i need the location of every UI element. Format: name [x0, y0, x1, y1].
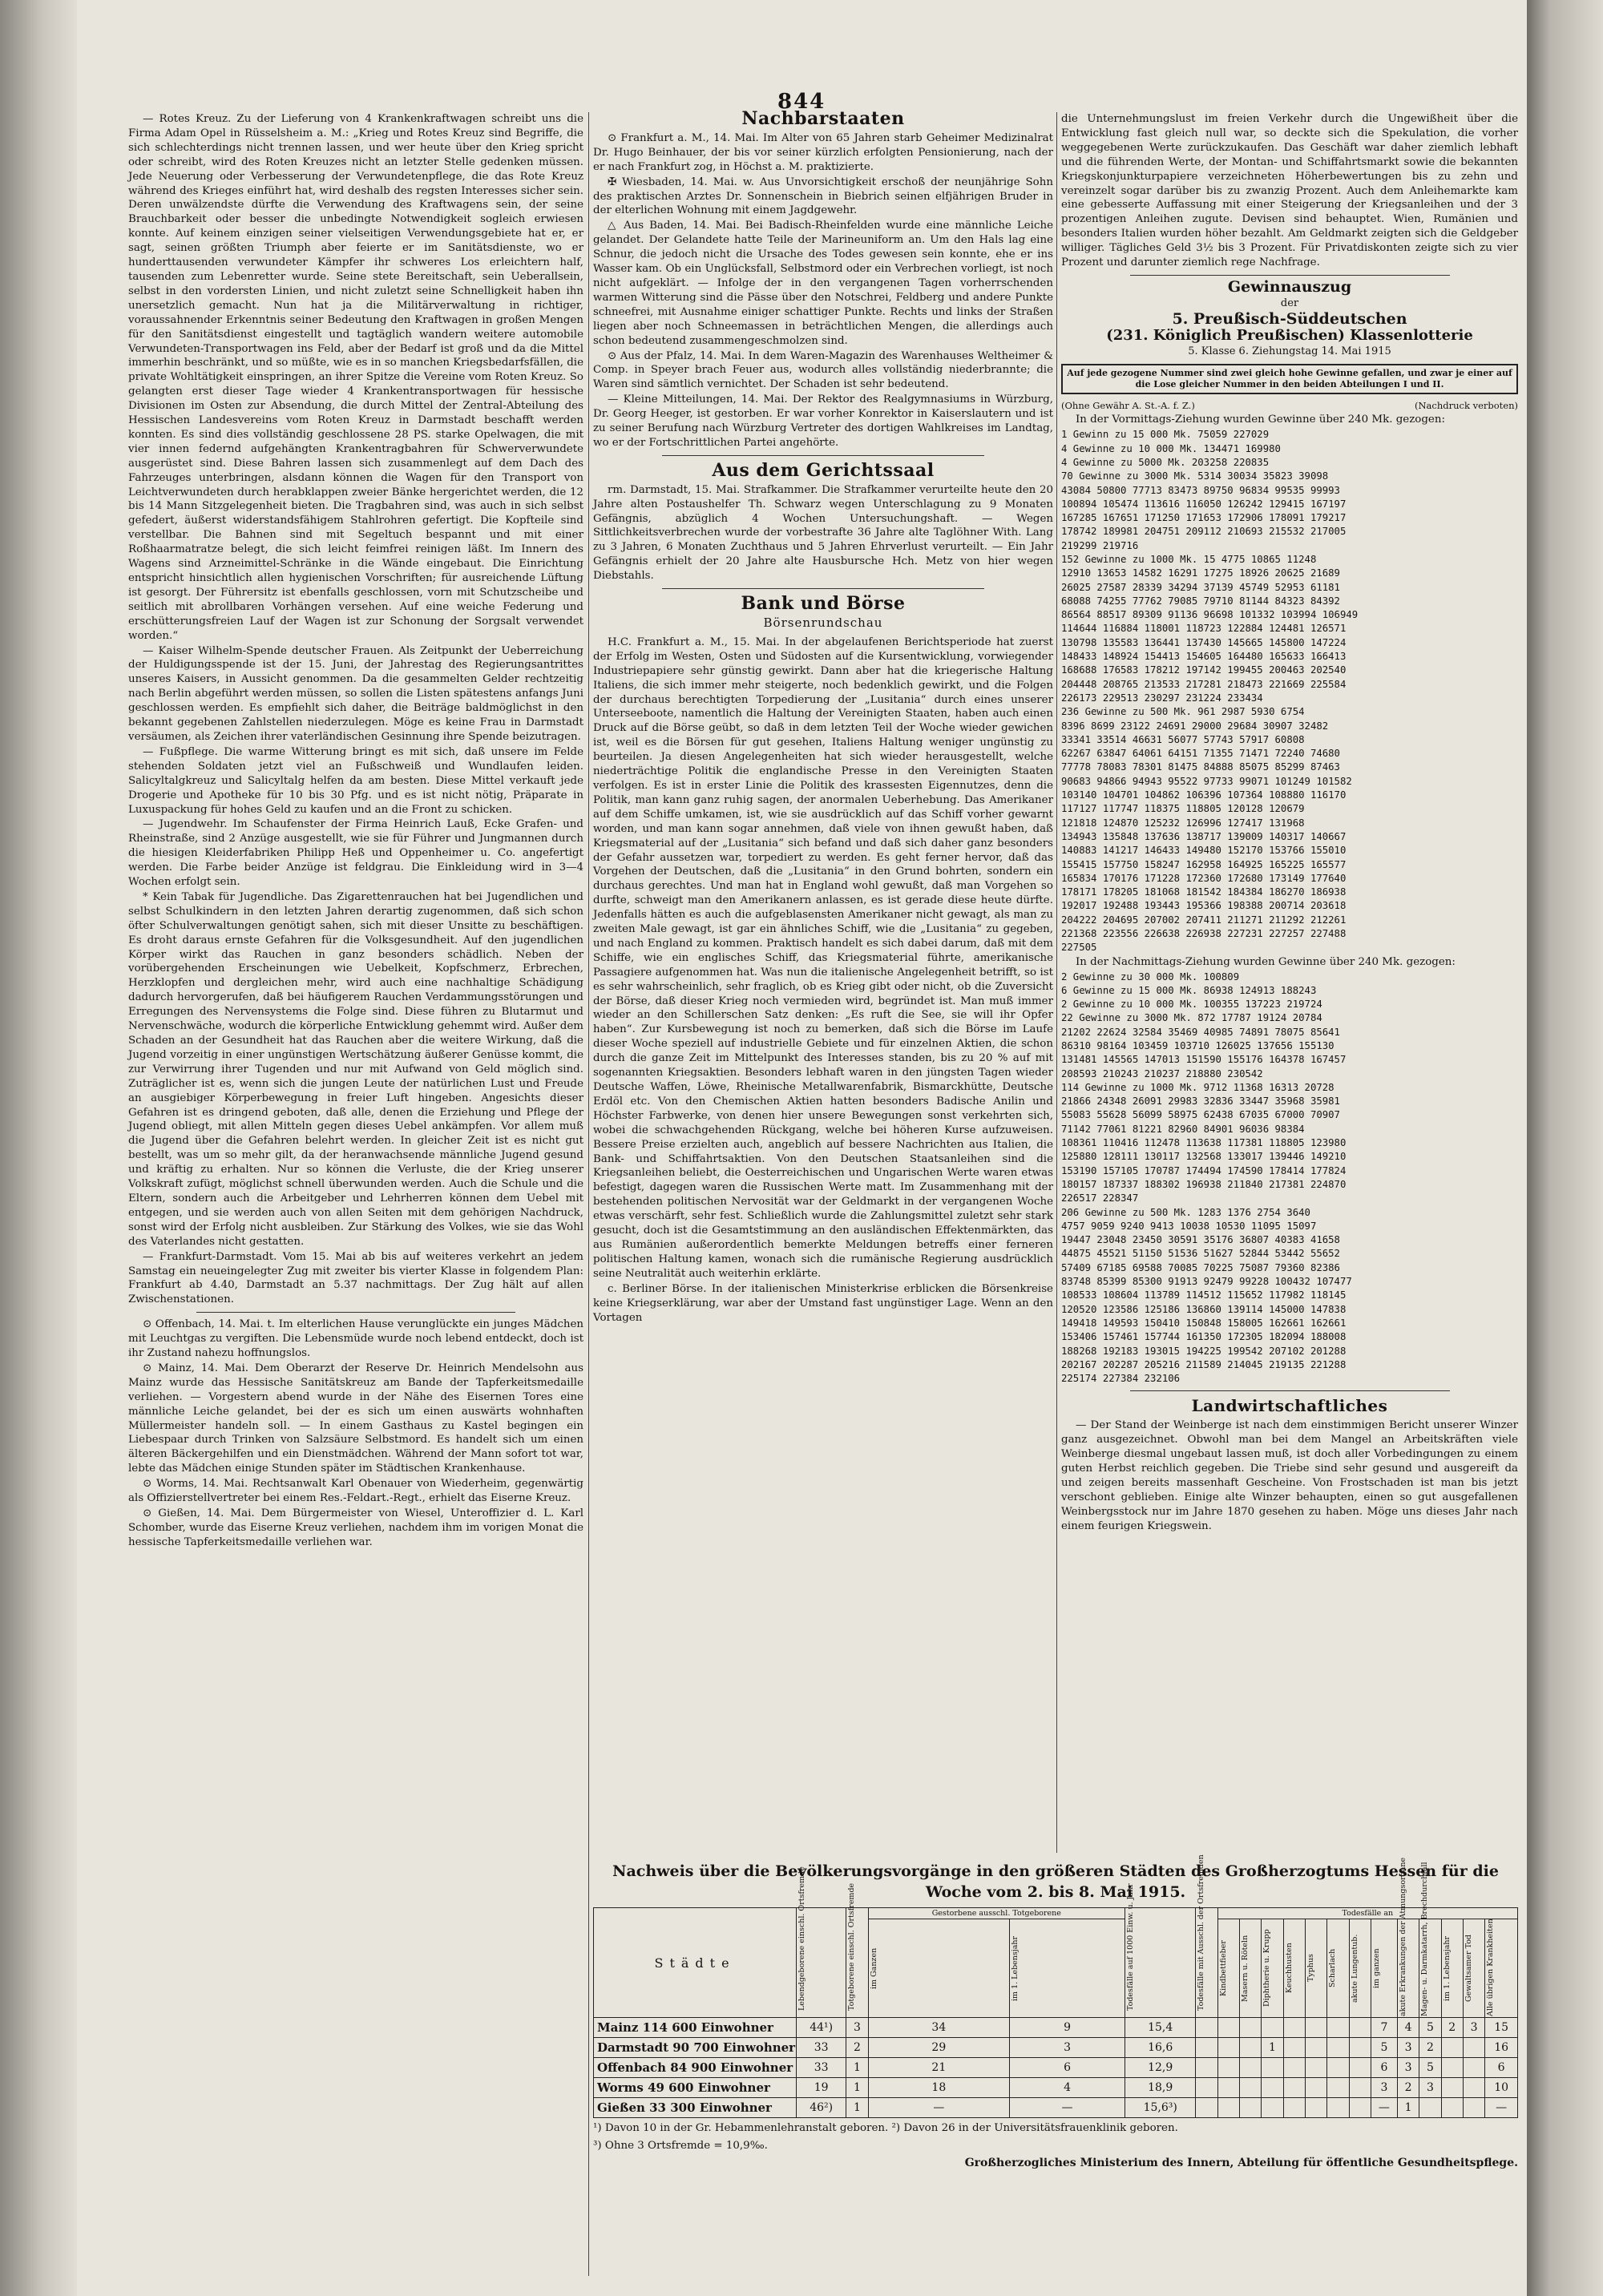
table-cell: 1	[1397, 2098, 1419, 2118]
table-cell: 6	[1371, 2058, 1397, 2078]
lottery-line: 8396 8699 23122 24691 29000 29684 30907 32482	[1061, 720, 1329, 732]
table-cell: 4	[1397, 2018, 1419, 2038]
lottery-line: 2 Gewinne zu 30 000 Mk. 100809	[1061, 970, 1240, 983]
column-rule-2	[1056, 112, 1057, 1853]
lottery-line: 100894 105474 113616 116050 126242 129415 167197	[1061, 498, 1347, 510]
article-worms: ⊙ Worms, 14. Mai. Rechtsanwalt Karl Obenauer von Wiederheim, gegenwärtig als Offizierstellvertreter bei einem Res.-Feldart.-Regt., erhielt das Eiserne Kreuz.	[128, 1478, 583, 1505]
article-baden: △ Aus Baden, 14. Mai. Bei Badisch-Rheinfelden wurde eine männliche Leiche gelandet. Der Gelandete hatte Teile der Marineuniform an. Um den Hals lag eine Schnur, die jedoch nicht die Ursache des Todes gewesen sein konnte, ehe er ins Wasser kam. Ob ein Unglücksfall, Selbstmord oder ein Verbrechen vorliegt, ist noch nicht aufgeklärt. — Infolge der in den vergangenen Tagen vorherrschenden warmen Witterung sind die Pässe über den Notschrei, Feldberg und andere Punkte schneefrei, mit Ausnahme einiger schattiger Punkte. Rechts und links der Straßen liegen aber noch Schneemassen in beträchtlichen Mengen, die allerdings auch schon bedeutend zusammengeschmolzen sind.	[593, 220, 1053, 347]
lottery-line: 131481 145565 147013 151590 155176 164378 167457	[1061, 1054, 1347, 1066]
lottery-line: 155415 157750 158247 162958 164925 165225 165577	[1061, 858, 1347, 870]
section-heading-nachbarstaaten: Nachbarstaaten	[741, 108, 905, 129]
lottery-line: 130798 135583 136441 137430 145665 145800 147224	[1061, 636, 1347, 648]
lottery-line: 83748 85399 85300 91913 92479 99228 100432 107477	[1061, 1276, 1352, 1288]
col-header: Magen- u. Darmkatarrh, Brechdurchfall	[1420, 1862, 1430, 2016]
separator	[662, 455, 984, 456]
table-cell	[1217, 2078, 1239, 2098]
table-cell	[1305, 2038, 1326, 2058]
table-cell	[1349, 2018, 1371, 2038]
lottery-line: 188268 192183 193015 194225 199542 207102 201288	[1061, 1345, 1347, 1357]
table-cell	[1262, 2018, 1283, 2038]
table-cell: 2	[1397, 2078, 1419, 2098]
col-header: Masern u. Röteln	[1240, 1935, 1250, 2002]
table-cell: 10	[1485, 2078, 1518, 2098]
table-cell	[1327, 2098, 1349, 2118]
lottery-line: 226517 228347	[1061, 1192, 1139, 1204]
lottery-line: 68088 74255 77762 79085 79710 81144 84323 84392	[1061, 595, 1340, 607]
lottery-line: 33341 33514 46631 56077 57743 57917 60808	[1061, 733, 1305, 745]
lottery-line: 62267 63847 64061 64151 71355 71471 72240 74680	[1061, 748, 1340, 760]
article-fusspflege: — Fußpflege. Die warme Witterung bringt es mit sich, daß unsere im Felde stehenden Soldaten jetzt viel an Fußschweiß und Wundlaufen leiden. Salicyltalgkreuz und Salicyltalg helfen da am besten. Diese Mittel verkauft jede Drogerie und Apotheke für 10 bis 30 Pfg. und es ist nicht nötig, Präparate in Luxuspackung für hohes Geld zu kaufen und an die Front zu schicken.	[128, 745, 583, 816]
lottery-afternoon-intro: In der Nachmittags-Ziehung wurden Gewinne über 240 Mk. gezogen:	[1076, 955, 1456, 968]
lottery-line: 168688 176583 178212 197142 199455 200463 202540	[1061, 664, 1347, 676]
lottery-note-right: (Nachdruck verboten)	[1415, 399, 1518, 411]
table-cell: 18,9	[1125, 2078, 1196, 2098]
lottery-line: 114 Gewinne zu 1000 Mk. 9712 11368 16313 20728	[1061, 1081, 1334, 1093]
table-cell	[1305, 2098, 1326, 2118]
table-cell: 2	[846, 2038, 868, 2058]
table-cell	[1262, 2078, 1283, 2098]
article-frankfurt-darmstadt: — Frankfurt-Darmstadt. Vom 15. Mai ab bis auf weiteres verkehrt an jedem Samstag ein neueingelegter Zug mit zweiter bis vierter Klasse in folgendem Plan: Frankfurt ab 4.40, Darmstadt an 5.37 nachmittags. Der Zug hält auf allen Zwischenstationen.	[128, 1250, 583, 1306]
lottery-line: 86310 98164 103459 103710 126025 137656 155130	[1061, 1039, 1334, 1051]
table-cell	[1441, 2098, 1463, 2118]
table-row	[594, 2078, 1518, 2098]
table-cell: 4	[1010, 2078, 1125, 2098]
table-cell: 15,6³)	[1125, 2098, 1196, 2118]
city-name: Offenbach 84 900 Einwohner	[594, 2058, 797, 2078]
table-cell: 16,6	[1125, 2038, 1196, 2058]
lottery-line: 202167 202287 205216 211589 214045 219135 221288	[1061, 1358, 1347, 1370]
table-cell	[1217, 2038, 1239, 2058]
col-header-staedte: Städte	[594, 1908, 797, 2018]
table-cell	[1441, 2038, 1463, 2058]
separator	[196, 1312, 515, 1313]
table-cell: 34	[868, 2018, 1009, 2038]
col-header: Kindbettfieber	[1218, 1940, 1228, 1996]
lottery-line: 22 Gewinne zu 3000 Mk. 872 17787 19124 20784	[1061, 1012, 1322, 1024]
lottery-morning-numbers	[1061, 428, 1518, 954]
table-cell	[1349, 2098, 1371, 2118]
table-cell: 3	[1397, 2058, 1419, 2078]
lottery-line: 236 Gewinne zu 500 Mk. 961 2987 5930 6754	[1061, 706, 1305, 718]
lottery-notice-box: Auf jede gezogene Nummer sind zwei gleich hohe Gewinne gefallen, und zwar je einer auf die Lose gleicher Nummer in den beiden Abteilungen I und II.	[1061, 364, 1518, 394]
lottery-line: 208593 210243 210237 218880 230542	[1061, 1067, 1263, 1079]
col-header: Todesfälle auf 1000 Einw. u. Jahr	[1126, 1883, 1136, 2011]
col-header: Keuchhusten	[1284, 1943, 1294, 1994]
page-gutter-right	[1527, 0, 1603, 2296]
table-cell	[1239, 2018, 1261, 2038]
lottery-line: 192017 192488 193443 195366 198388 200714 203618	[1061, 900, 1347, 912]
table-cell	[1349, 2078, 1371, 2098]
statistics-body	[594, 2018, 1518, 2118]
table-cell	[1441, 2058, 1463, 2078]
separator	[1130, 1390, 1450, 1391]
lottery-line: 204448 208765 213533 217281 218473 221669 225584	[1061, 678, 1347, 690]
lottery-line: 117127 117747 118375 118805 120128 120679	[1061, 803, 1305, 815]
col-header-group-gestorbene: Gestorbene ausschl. Totgeborene	[868, 1908, 1125, 1919]
table-cell	[1196, 2098, 1217, 2118]
lottery-line: 57409 67185 69588 70085 70225 75087 79360 82386	[1061, 1261, 1340, 1273]
table-cell: 3	[1397, 2038, 1419, 2058]
table-cell: 1	[846, 2058, 868, 2078]
column-local-news	[128, 112, 583, 1551]
table-cell: 29	[868, 2038, 1009, 2058]
column-lottery	[1061, 112, 1518, 1535]
section-heading-bank-boerse: Bank und Börse	[741, 593, 906, 615]
table-cell	[1327, 2018, 1349, 2038]
statistics-source: Großherzogliches Ministerium des Innern, Abteilung für öffentliche Gesundheitspflege.	[964, 2157, 1518, 2169]
col-header: Todesfälle mit Ausschl. der Ortsfremden	[1197, 1854, 1206, 2011]
table-cell: 2	[1419, 2038, 1441, 2058]
table-cell: 44¹)	[797, 2018, 846, 2038]
lottery-line: 149418 149593 150410 150848 158005 162661 162661	[1061, 1317, 1347, 1329]
lottery-line: 226173 229513 230297 231224 233434	[1061, 692, 1263, 704]
lottery-line: 227505	[1061, 942, 1097, 954]
section-subheading-boersenrundschau: Börsenrundschau	[763, 615, 883, 630]
lottery-line: 19447 23048 23450 30591 35176 36807 40383 41658	[1061, 1234, 1340, 1246]
table-cell	[1283, 2018, 1305, 2038]
article-frankfurt: ⊙ Frankfurt a. M., 14. Mai. Im Alter von 65 Jahren starb Geheimer Medizinalrat Dr. Hugo Beinhauer, der bis vor seiner kürzlich erfolgten Pensionierung, nach der er nach Frankfurt zog, in Höchst a. M. praktizierte.	[593, 131, 1053, 173]
table-cell	[1419, 2098, 1441, 2118]
lottery-line: 167285 167651 171250 171653 172906 178091 179217	[1061, 512, 1347, 524]
statistics-title: Nachweis über die Bevölkerungsvorgänge in den größeren Städten des Großherzogtums Hessen für die Woche vom 2. bis 8. Mai 1915.	[612, 1862, 1499, 1901]
col-header: im 1. Lebensjahr	[1442, 1935, 1452, 2001]
section-heading-landwirtschaft: Landwirtschaftliches	[1191, 1396, 1388, 1416]
col-header: Gewaltsamer Tod	[1464, 1935, 1473, 2002]
table-cell	[1305, 2018, 1326, 2038]
article-boerse-continued: die Unternehmungslust im freien Verkehr durch die Ungewißheit über die Entwicklung fast gleich null war, so deckte sich die Spekulation, die vorher weggegebenen Werte zurückzukaufen. Das Geschäft war daher ziemlich lebhaft und die führenden Werte, der Montan- und Schiffahrtsmarkt sowie die bekannten Kriegskonjunkturpapiere verzeichneten Höherbewertungen bis zu zehn und vereinzelt sogar darüber bis zu zwanzig Prozent. Auch dem Anleihemarkte kam eine gebesserte Auffassung mit einer Steigerung der Kriegsanleihen und der 3 prozentigen Anleihen zugute. Devisen sind behauptet. Wien, Rumänien und besonders Italien wurden höher bezahlt. Am Geldmarkt zeigten sich die Geldgeber williger. Tägliches Geld 3½ bis 3 Prozent. Für Privatdiskonten zeigte sich zu vier Prozent und darunter ziemlich rege Nachfrage.	[1061, 113, 1518, 269]
table-cell	[1327, 2038, 1349, 2058]
col-header: im ganzen	[1371, 1948, 1381, 1988]
separator	[662, 588, 984, 589]
table-cell: 46²)	[797, 2098, 846, 2118]
table-row	[594, 2098, 1518, 2118]
table-cell	[1349, 2038, 1371, 2058]
lottery-line: 178742 189981 204751 209112 210693 215532 217005	[1061, 526, 1347, 538]
col-header-group-todesfaelle: Todesfälle an	[1217, 1908, 1517, 1919]
lottery-line: 1 Gewinn zu 15 000 Mk. 75059 227029	[1061, 429, 1270, 441]
table-cell: 33	[797, 2058, 846, 2078]
city-name: Darmstadt 90 700 Einwohner	[594, 2038, 797, 2058]
col-header: Diphtherie u. Krupp	[1262, 1929, 1272, 2007]
table-cell	[1327, 2058, 1349, 2078]
page-number: 844	[777, 90, 826, 114]
lottery-title-name: 5. Preußisch-Süddeutschen	[1172, 309, 1407, 328]
lottery-line: 108533 108604 113789 114512 115652 117982 118145	[1061, 1289, 1347, 1301]
lottery-line: 44875 45521 51150 51536 51627 52844 53442 55652	[1061, 1248, 1340, 1260]
table-cell	[1441, 2078, 1463, 2098]
lottery-line: 4 Gewinne zu 10 000 Mk. 134471 169980	[1061, 442, 1281, 454]
table-row	[594, 2038, 1518, 2058]
lottery-line: 180157 187337 188302 196938 211840 217381 224870	[1061, 1178, 1347, 1190]
lottery-line: 114644 116884 118001 118723 122884 124481 126571	[1061, 623, 1347, 635]
table-cell	[1217, 2058, 1239, 2078]
article-berliner-boerse: c. Berliner Börse. In der italienischen Ministerkrise erblicken die Börsenkreise keine Kriegserklärung, war aber der Umstand fast ungünstiger Lage. Wenn an den Vortagen	[593, 1282, 1053, 1324]
table-cell: —	[1485, 2098, 1518, 2118]
table-cell: 1	[846, 2078, 868, 2098]
article-jugendwehr: — Jugendwehr. Im Schaufenster der Firma Heinrich Lauß, Ecke Grafen- und Rheinstraße, sind 2 Anzüge ausgestellt, wie sie für Führer und Jungmannen durch die hiesigen Kleiderfabriken Philipp Heß und Oppenheimer u. Co. angefertigt werden. Die Farbe beider Anzüge ist feldgrau. Die Einkleidung wird in 3—4 Wochen erfolgt sein.	[128, 818, 583, 889]
table-cell	[1196, 2078, 1217, 2098]
table-row	[594, 2018, 1518, 2038]
table-cell: 3	[846, 2018, 868, 2038]
lottery-line: 206 Gewinne zu 500 Mk. 1283 1376 2754 3640	[1061, 1206, 1310, 1218]
table-cell	[1305, 2058, 1326, 2078]
article-kleine-mitteilungen: — Kleine Mitteilungen, 14. Mai. Der Rektor des Realgymnasiums in Würzburg, Dr. Georg Heeger, ist gestorben. Er war vorher Konrektor in Kaiserslautern und ist zu seiner Berufung nach Würzburg Vertreter des dortigen Wahlkreises im Landtag, wo er der Fortschrittlichen Partei angehörte.	[593, 393, 1053, 449]
article-weinberge: — Der Stand der Weinberge ist nach dem einstimmigen Bericht unserer Winzer ganz ausgezeichnet. Obwohl man bei dem Mangel an Arbeitskräften viele Weinberge diesmal ungebaut lassen muß, ist doch aller Vorbedingungen zu einem guten Herbst reichlich gegeben. Die Triebe sind sehr gesund und ausgereift da und zeigen bereits massenhaft Gescheine. Von Frostschaden ist man bis jetzt verschont geblieben. Einige alte Winzer behaupten, einen so gut ausgefallenen Weinbergsstock nur im Jahre 1870 gesehen zu haben. Möge uns dieses Jahr nach einem feurigen Kriegswein.	[1061, 1419, 1518, 1532]
lottery-line: 152 Gewinne zu 1000 Mk. 15 4775 10865 11248	[1061, 553, 1317, 565]
lottery-line: 125880 128111 130117 132568 133017 139446 149210	[1061, 1151, 1347, 1163]
separator	[1130, 275, 1450, 276]
lottery-line: 221368 223556 226638 226938 227231 227257 227488	[1061, 928, 1347, 939]
article-kein-tabak: * Kein Tabak für Jugendliche. Das Zigarettenrauchen hat bei Jugendlichen und selbst Schulkindern in den letzten Jahren derartig zugenommen, daß sich schon öfter Schulverwaltungen genötigt sahen, sich mit dieser Unsitte zu beschäftigen. Es droht daraus ernste Gefahren für die Volksgesundheit. Auf den jugendlichen Körper wirkt das Rauchen in ganz besonders schädlich. Neben der vorübergehenden Erscheinungen wie Uebelkeit, Kopfschmerz, Erbrechen, Herzklopfen und dergleichen mehr, wird auch eine nachhaltige Schädigung dadurch hervorgerufen, daß bei häufigerem Rauchen Verdammungsstörungen und Erregungen des Nervensystems die Folge sind. Diese führen zu Blutarmut und Nervenschwäche, wodurch die körperliche Entwicklung gehemmt wird. Außer dem Schaden an der Gesundheit hat das Rauchen aber die weitere Wirkung, daß die Jugend vorzeitig in einer ungünstigen Wertschätzung äußerer Genüsse kommt, die zur Verwirrung ihrer Tugenden und nur mit Aufwand von Geld möglich sind. Zuträglicher ist es, wenn sich die jungen Leute der natürlichen Lust und Freude an ausgiebiger Körperbewegung in freier Luft hingeben. Angesichts dieser Gefahren ist es dringend geboten, daß alle, denen die Erziehung und Pflege der Jugend obliegt, mit allen Mitteln gegen dieses Uebel ankämpfen. Vor allem muß die Jugend über die Gefahren belehrt werden. In gleicher Zeit ist es nicht gut bestellt, was um so mehr gilt, da der heranwachsende männliche Jugend gesund und kräftig zu erhalten. Nur so können die Verluste, die der Krieg unserer Volkskraft zufügt, möglichst schnell überwunden werden. Auch die Schule und die Eltern, sondern auch die Arbeitgeber und Lehrherren können dem Uebel mit entgegen, und sie werden auch von allen Seiten mit dem gehörigen Nachdruck, sonst wird der Erfolg nicht ausbleiben. Zur Stärkung des Volkes, wie sie das Wohl des Vaterlandes nicht gestatten.	[128, 890, 583, 1248]
statistics-footnote-2: ³) Ohne 3 Ortsfremde = 10,9‰.	[593, 2140, 768, 2152]
population-statistics	[593, 1854, 1518, 2169]
city-name: Worms 49 600 Einwohner	[594, 2078, 797, 2098]
col-header: Scharlach	[1328, 1948, 1338, 1988]
table-cell: 16	[1485, 2038, 1518, 2058]
column-neighbour-states	[593, 108, 1053, 1326]
table-cell: 3	[1010, 2038, 1125, 2058]
table-cell	[1262, 2098, 1283, 2118]
lottery-line: 21866 24348 26091 29983 32836 33447 35968 35981	[1061, 1096, 1340, 1108]
lottery-line: 121818 124870 125232 126996 127417 131968	[1061, 817, 1305, 829]
table-cell	[1463, 2078, 1484, 2098]
table-cell	[1463, 2038, 1484, 2058]
table-cell	[1217, 2018, 1239, 2038]
table-cell	[1262, 2058, 1283, 2078]
section-heading-gerichtssaal: Aus dem Gerichtssaal	[712, 459, 935, 481]
table-row	[594, 2058, 1518, 2078]
table-cell: 5	[1419, 2058, 1441, 2078]
lottery-line: 55083 55628 56099 58975 62438 67035 67000 70907	[1061, 1109, 1340, 1121]
lottery-line: 71142 77061 81221 82960 84901 96036 98384	[1061, 1123, 1305, 1135]
article-giessen: ⊙ Gießen, 14. Mai. Dem Bürgermeister von Wiesel, Unteroffizier d. L. Karl Schomber, wurde das Eiserne Kreuz verliehen, nachdem ihm im vorigen Monat die hessische Tapferkeitsmedaille verliehen war.	[128, 1507, 583, 1548]
article-wiesbaden: ✠ Wiesbaden, 14. Mai. w. Aus Unvorsichtigkeit erschoß der neunjährige Sohn des praktischen Arztes Dr. Sonnenschein in Biebrich seinen elfjährigen Bruder in der elterlichen Wohnung mit einem Jagdgewehr.	[593, 176, 1053, 217]
page-gutter-left	[0, 0, 77, 2296]
lottery-afternoon-numbers	[1061, 970, 1518, 1386]
lottery-line: 90683 94866 94943 95522 97733 99071 101249 101582	[1061, 775, 1352, 787]
table-cell	[1196, 2018, 1217, 2038]
table-cell	[1217, 2098, 1239, 2118]
table-cell: 3	[1371, 2078, 1397, 2098]
lottery-line: 140883 141217 146433 149480 152170 153766 155010	[1061, 845, 1347, 857]
lottery-line: 178171 178205 181068 181542 184384 186270 186938	[1061, 886, 1347, 898]
article-mainz: ⊙ Mainz, 14. Mai. Dem Oberarzt der Reserve Dr. Heinrich Mendelsohn aus Mainz wurde das Hessische Sanitätskreuz am Bande der Tapferkeitsmedaille verliehen. — Vorgestern abend wurde in der Nähe des Eisernen Tores eine männliche Leiche gelandet, bei der es sich um einen auswärts wohnhaften Müllermeister handeln soll. — In einem Gasthaus zu Kastel begingen ein Liebespaar durch Trinken von Salzsäure Selbstmord. Es handelt sich um einen älteren Bäckergehilfen und ein Dienstmädchen. Während der Mann sofort tot war, lebte das Mädchen einige Stunden später im Städtischen Krankenhause.	[128, 1362, 583, 1475]
col-header: akute Erkrankungen der Atmungsorgane	[1398, 1857, 1407, 2016]
lottery-line: 148433 148924 154413 154605 164480 165633 166413	[1061, 651, 1347, 663]
lottery-title-subname: (231. Königlich Preußischen) Klassenlotterie	[1106, 326, 1473, 344]
table-cell: 5	[1419, 2018, 1441, 2038]
col-header: Alle übrigen Krankheiten	[1486, 1919, 1496, 2016]
lottery-title-der: der	[1280, 297, 1299, 309]
table-cell: 19	[797, 2078, 846, 2098]
table-cell	[1283, 2038, 1305, 2058]
lottery-line: 153406 157461 157744 161350 172305 182094 188008	[1061, 1331, 1347, 1343]
table-cell	[1239, 2058, 1261, 2078]
lottery-line: 2 Gewinne zu 10 000 Mk. 100355 137223 219724	[1061, 999, 1322, 1011]
table-cell	[1196, 2038, 1217, 2058]
table-cell: —	[868, 2098, 1009, 2118]
lottery-draw-date: 5. Klasse 6. Ziehungstag 14. Mai 1915	[1188, 345, 1391, 357]
lottery-line: 26025 27587 28339 34294 37139 45749 52953 61181	[1061, 581, 1340, 593]
table-cell	[1196, 2058, 1217, 2078]
table-cell	[1463, 2058, 1484, 2078]
table-cell: 21	[868, 2058, 1009, 2078]
lottery-line: 43084 50800 77713 83473 89750 96834 99535 99993	[1061, 484, 1340, 496]
table-cell: 5	[1371, 2038, 1397, 2058]
col-header: im Ganzen	[869, 1947, 878, 1989]
city-name: Gießen 33 300 Einwohner	[594, 2098, 797, 2118]
table-cell: 6	[1010, 2058, 1125, 2078]
lottery-line: 6 Gewinne zu 15 000 Mk. 86938 124913 188243	[1061, 984, 1317, 996]
table-cell: 33	[797, 2038, 846, 2058]
col-header: Lebendgeborene einschl. Ortsfremde	[797, 1866, 807, 2011]
table-cell	[1305, 2078, 1326, 2098]
lottery-line: 204222 204695 207002 207411 211271 211292 212261	[1061, 914, 1347, 926]
table-cell	[1239, 2098, 1261, 2118]
lottery-line: 70 Gewinne zu 3000 Mk. 5314 30034 35823 39098	[1061, 470, 1329, 482]
table-cell: 12,9	[1125, 2058, 1196, 2078]
lottery-line: 77778 78083 78301 81475 84888 85075 85299 87463	[1061, 761, 1340, 773]
col-header: Totgeborene einschl. Ortsfremde	[847, 1882, 857, 2011]
col-header: im 1. Lebensjahr	[1011, 1935, 1020, 2001]
table-cell: 1	[1262, 2038, 1283, 2058]
statistics-footnote-1: ¹) Davon 10 in der Gr. Hebammenlehranstalt geboren. ²) Davon 26 in der Universitätsfrauenklinik geboren.	[593, 2122, 1178, 2134]
lottery-morning-intro: In der Vormittags-Ziehung wurden Gewinne über 240 Mk. gezogen:	[1076, 414, 1445, 426]
column-rule-1	[588, 112, 589, 2276]
lottery-line: 165834 170176 171228 172360 172680 173149 177640	[1061, 872, 1347, 884]
table-cell: 9	[1010, 2018, 1125, 2038]
lottery-line: 134943 135848 137636 138717 139009 140317 140667	[1061, 830, 1347, 842]
lottery-note-left: (Ohne Gewähr A. St.-A. f. Z.)	[1061, 399, 1195, 411]
table-cell: 15,4	[1125, 2018, 1196, 2038]
article-strafkammer: rm. Darmstadt, 15. Mai. Strafkammer. Die Strafkammer verurteilte heute den 20 Jahre alten Postaushelfer Th. Schwarz wegen Unterschlagung zu 9 Monaten Gefängnis, abzüglich 4 Wochen Untersuchungshaft. — Wegen Sittlichkeitsverbrechen wurde der vorbestrafte 36 Jahre alte Taglöhner With. Lang zu 3 Jahren, 6 Monaten Zuchthaus und 5 Jahren Ehrverlust verurteilt. — Ein Jahr Gefängnis erhielt der 20 Jahre alte Hausbursche Hch. Metz von hier wegen Diebstahls.	[593, 483, 1053, 583]
article-kaiser-spende: — Kaiser Wilhelm-Spende deutscher Frauen. Als Zeitpunkt der Ueberreichung der Huldigungsspende ist der 15. Juni, der Jahrestag des Regierungsantrittes unseres Kaisers, in Aussicht genommen. Da die gesammelten Gelder rechtzeitig nach Berlin abgeführt werden müssen, so sollen die Listen spätestens anfangs Juni geschlossen werden. Es empfiehlt sich daher, die Beiträge baldmöglichst in den bekannt gegebenen Zahlstellen niederzulegen. Möge es keine Frau in Darmstadt versäumen, als Zeichen ihrer vaterländischen Gesinnung ihre Spende beizutragen.	[128, 644, 583, 743]
city-name: Mainz 114 600 Einwohner	[594, 2018, 797, 2038]
lottery-line: 225174 227384 232106	[1061, 1373, 1181, 1385]
table-cell	[1327, 2078, 1349, 2098]
table-cell: 3	[1463, 2018, 1484, 2038]
table-cell	[1349, 2058, 1371, 2078]
col-header: akute Lungentub.	[1350, 1934, 1359, 2003]
lottery-line: 108361 110416 112478 113638 117381 118805 123980	[1061, 1137, 1347, 1149]
article-rotes-kreuz: — Rotes Kreuz. Zu der Lieferung von 4 Krankenkraftwagen schreibt uns die Firma Adam Opel in Rüsselsheim a. M.: „Krieg und Rotes Kreuz sind Begriffe, die sich schlechterdings nicht trennen lassen, und wer heute über den Krieg spricht oder schreibt, wird des Roten Kreuzes nicht an letzter Stelle gedenken müssen. Jede Neuerung oder Verbesserung der Verwundetenpflege, die das Rote Kreuz während des Krieges einführt hat, wird deshalb des regsten Interesses sicher sein. Deren unwälzendste dürfte die Verwendung des Kraftwagens sein, der seine Brauchbarkeit oder besser die unbedingte Notwendigkeit sogleich erwiesen konnte. Auf keinem einzigen seiner vielseitigen Verwendungsgebiete hat er, er sagt, seinen größten Triumph aber feierte er im Sanitätsdienste, wo er hunderttausenden verwundeter Kämpfer ihr schweres Los erleichtern half, tausenden zum Lebenretter wurde. Seine stete Bereitschaft, sein Ueberallsein, selbst in den vordersten Linien, und nicht zuletzt seine Schnelligkeit haben ihn unersetzlich gemacht. Nun hat ja die Militärverwaltung in richtiger, voraussahnender Erkenntnis seiner Bedeutung den Kraftwagen in großen Mengen für den Sanitätsdienst eingestellt und tagtäglich wandern weitere automobile Verwundeten-Transportwagen ins Feld, aber der Bedarf ist groß und da die Mittel immerhin beschränkt, und so müßte, wie es in so manchen Kriegsbedarfsfällen, die private Wohltätigkeit einspringen, an ihrer Spitze die Vereine vom Roten Kreuz. So gelangten erst dieser Tage wieder 4 Krankentransportwagen für hessische Divisionen im Osten zur Absendung, die durch Mittel der Zentral-Abteilung des Hessischen Landesvereins vom Roten Kreuz in Darmstadt beschafft werden konnten. Es sind dies vollständig geschlossene 28 PS. starke Opelwagen, die mit vier innen federnd aufgehängten Krankentragbahren für Schwerverwundete ausgerüstet sind. Diese Bahren lassen sich zusammenlegt auf dem Dach des Fahrzeuges unterbringen, alsdann können die Wagen für den Transport von Leichtverwundeten durch herabklappen zweier Bänke hergerichtet werden, die 12 bis 14 Mann Sitzgelegenheit bieten. Die Tragbahren sind, was auch in sich selbst gefedert, äußerst widerstandsfähigem Stahlrohren gefertigt. Die Kopfteile sind verstellbar. Die Bahnen sind mit Segeltuch bespannt und mit einer Roßhaarmatratze belegt, die sich leicht feimfrei reinigen läßt. Im Innern des Wagens sind Arzneimittel-Schränke in die Wände eingebaut. Die Einrichtung entspricht hinsichtlich allen hygienischen Vorschriften; für ausreichende Lüftung ist gesorgt. Der Führersitz ist ebenfalls geschlossen, vorn mit Schutzscheibe und seitlich mit abrollbaren Vorhängen versehen. Auf eine weiche Federung und erschütterungsfreien Lauf der Wagen ist zur Schonung der Sorgsalt verwendet worden.“	[128, 113, 583, 642]
article-pfalz: ⊙ Aus der Pfalz, 14. Mai. In dem Waren-Magazin des Warenhauses Weltheimer & Comp. in Speyer brach Feuer aus, wodurch alles vollständig niederbrannte; die Waren sind sämtlich vernichtet. Der Schaden ist sehr bedeutend.	[593, 349, 1053, 391]
table-cell: 3	[1419, 2078, 1441, 2098]
col-header: Typhus	[1306, 1954, 1315, 1983]
table-cell: 7	[1371, 2018, 1397, 2038]
table-cell	[1239, 2038, 1261, 2058]
lottery-line: 103140 104701 104862 106396 107364 108880 116170	[1061, 789, 1347, 801]
table-cell: —	[1371, 2098, 1397, 2118]
lottery-line: 219299 219716	[1061, 539, 1139, 551]
lottery-title: Gewinnauszug	[1227, 277, 1352, 296]
table-cell: —	[1010, 2098, 1125, 2118]
table-cell	[1283, 2098, 1305, 2118]
table-cell: 18	[868, 2078, 1009, 2098]
lottery-line: 120520 123586 125186 136860 139114 145000 147838	[1061, 1303, 1347, 1315]
article-offenbach: ⊙ Offenbach, 14. Mai. t. Im elterlichen Hause verunglückte ein junges Mädchen mit Leuchtgas zu vergiften. Die Lebensmüde wurde noch lebend entdeckt, doch ist ihr Zustand nahezu hoffnungslos.	[128, 1318, 583, 1360]
lottery-line: 21202 22624 32584 35469 40985 74891 78075 85641	[1061, 1026, 1340, 1038]
table-cell	[1239, 2078, 1261, 2098]
table-cell: 1	[846, 2098, 868, 2118]
table-cell: 15	[1485, 2018, 1518, 2038]
table-cell	[1283, 2078, 1305, 2098]
lottery-line: 12910 13653 14582 16291 17275 18926 20625 21689	[1061, 567, 1340, 579]
table-cell: 2	[1441, 2018, 1463, 2038]
table-cell: 6	[1485, 2058, 1518, 2078]
lottery-notes	[1061, 399, 1518, 414]
table-cell	[1283, 2058, 1305, 2078]
table-cell	[1463, 2098, 1484, 2118]
lottery-line: 86564 88517 89309 91136 96698 101332 103994 106949	[1061, 609, 1359, 621]
lottery-line: 4 Gewinne zu 5000 Mk. 203258 220835	[1061, 456, 1270, 468]
lottery-line: 153190 157105 170787 174494 174590 178414 177824	[1061, 1164, 1347, 1176]
lottery-line: 4757 9059 9240 9413 10038 10530 11095 15097	[1061, 1220, 1317, 1232]
article-frankfurt-boerse: H.C. Frankfurt a. M., 15. Mai. In der abgelaufenen Berichtsperiode hat zuerst der Erfolg im Westen, Osten und Südosten auf die Kursentwicklung, vorwiegender Industriepapiere sehr günstig gewirkt. Dann aber hat die kriegerische Haltung Italiens, die sich immer mehr steigerte, noch bedenklich gewirkt, und die Folgen der durchaus berechtigten Torpedierung der „Lusitania“ durch eines unserer Unterseeboote, namentlich die Haltung der Vereinigten Staaten, haben auch einen Druck auf die Börse geübt, so daß in dem letzten Teil der Woche wieder gewichen ist, weil es die Börsen für gut gesehen, Italiens Haltung weniger ungünstig zu beurteilen. Ja diesen Angelegenheiten hat sich wieder herausgestellt, welche niederträchtige Politik die englandische Presse in den Vereinigten Staaten verfolgen. Es ist in erster Linie die Politik des krassesten Eigennutzes, denn die Politik, man kann ganz ruhig sagen, der anormalen Ueberhebung. Das Amerikaner auf dem Schiffe umkamen, ist, wie sie ausdrücklich auf das Schiff vorher gewarnt worden, und man kann sogar annehmen, daß viele von ihnen gewußt haben, daß Kriegsmaterial auf der „Lusitania“ sich befand und daß sich daher ganz besonders der Gefahr aussetzen war, torpediert zu werden. Es geht ferner hervor, daß das Vorgehen der Deutschen, daß die „Lusitania“ in den Grund bohrten, sondern ein durchaus gerechtes. Und man hat in England wohl gewußt, daß man Vorgehen so durfte, schweigt man den Amerikanern anlassen, es ist gerade diese heute dürfte. Jedenfalls hätten es auch die aufgeblasensten Amerikaner nicht gewagt, als man zu zweiten Male gewagt, ist gar ein ähnliches Schiff, wie die „Lusitania“ zu gegeben, und nach England zu kommen. Praktisch handelt es sich dabei darum, daß mit dem Schiffe, wie ein englisches Schiff, das Kriegsmaterial führte, amerikanische Passagiere aufgenommen hat. Was nun die italienische Angelegenheit betrifft, so ist es sehr wahrscheinlich, sehr fraglich, ob es Krieg gibt oder nicht, ob die Zuversicht der Börse, daß dieser Krieg noch vermieden wird, begründet ist. Man muß immer wieder an den Schillerschen Satz denken: „Es ruft die See, sie will ihr Opfer haben“. Zur Kursbewegung ist noch zu bemerken, daß sich die Börse im Laufe dieser Woche speziell auf industrielle Gebiete und für einzelnen Aktien, die schon durch die ganze Zeit im Mittelpunkt des Interesses standen, bis zu 20 % auf mit sogenannten Kriegsaktien. Besonders lebhaft waren in den jüngsten Tagen wieder Deutsche Waffen, Löwe, Rheinische Metallwarenfabrik, Bismarckhütte, Deutsche Erdöl etc. Von den Chemischen Aktien hatten besonders Badische Anilin und Höchster Farbwerke, von denen hier unsere Bewegungen sonst verkehrten sich, wobei die schwachgehenden Rückgang, welche bei höheren Kurse aufzuweisen. Bessere Preise erzielten auch, angeblich auf bessere Nachrichten aus Italien, die Bank- und Schiffahrtsaktien. Von den Deutschen Staatsanleihen sind die Kriegsanleihen beliebt, die Oesterreichischen und Ungarischen Werte waren etwas befestigt, dagegen waren die Russischen Werte matt. Im Zusammenhang mit der bestehenden politischen Nervosität war der Geldmarkt in der vergangenen Woche etwas verschärft, sehr fest. Schließlich wurde die Zahlungsmittel zuletzt sehr stark gesucht, doch ist die Gesamtstimmung an den ausländischen Effektenmärkten, das aus Rumänien außerordentlich bemerkte Meldungen betreffs einer ferneren politischen Haltung kamen, wonach sich die rumänische Regierung ausdrücklich seine Neutralität auch weiterhin erklärte.	[593, 636, 1053, 1280]
